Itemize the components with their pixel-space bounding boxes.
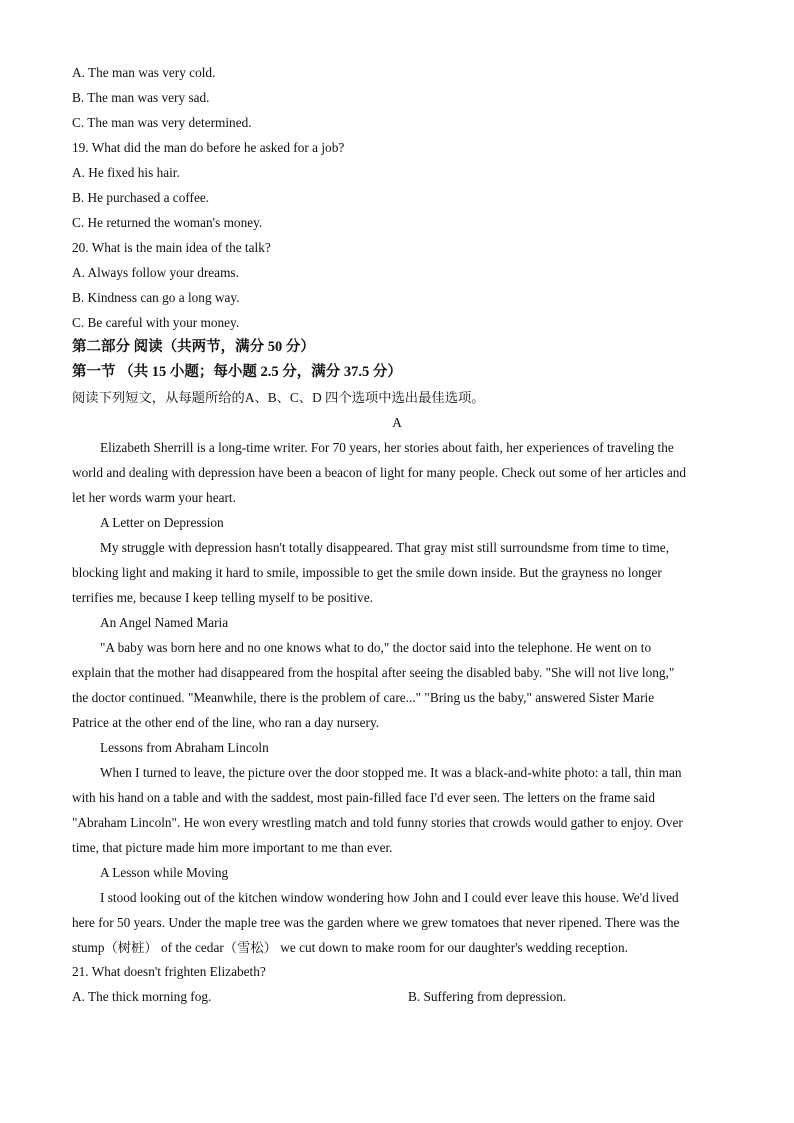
article-line: My struggle with depression hasn't totally disappeared. That gray mist still surroundsme from time to time, [100,540,670,555]
article-line: "A baby was born here and no one knows what to do," the doctor said into the telephone. He went on to [100,640,652,655]
article-line: stump（树桩） of the cedar（雪松） we cut down to make room for our daughter's wedding reception. [72,940,628,955]
article-line: explain that the mother had disappeared from the hospital after seeing the disabled baby. "She will not live long," [72,665,675,680]
instruction-text: 阅读下列短文，从每题所给的A、B、C、D 四个选项中选出最佳选项。 [72,390,485,405]
q20-option-b: B. Kindness can go a long way. [72,290,240,305]
q18-option-c: C. The man was very determined. [72,115,252,130]
q19-option-a: A. He fixed his hair. [72,165,180,180]
article-line: blocking light and making it hard to smile, impossible to get the smile down inside. But the grayness no longer [72,565,662,580]
intro-line: let her words warm your heart. [72,490,236,505]
article-line: the doctor continued. "Meanwhile, there is the problem of care..." "Bring us the baby," answered Sister Marie [72,690,655,705]
article-line: "Abraham Lincoln". He won every wrestling match and told funny stories that crowds would gather to enjoy. Over [72,815,683,830]
q20-question: 20. What is the main idea of the talk? [72,240,271,255]
article-line: Patrice at the other end of the line, who ran a day nursery. [72,715,380,730]
intro-line: Elizabeth Sherrill is a long-time writer. For 70 years, her stories about faith, her experiences of traveling the [100,440,674,455]
q19-question: 19. What did the man do before he asked for a job? [72,140,345,155]
q18-option-a: A. The man was very cold. [72,65,216,80]
article-title: Lessons from Abraham Lincoln [100,740,269,755]
q21-question: 21. What doesn't frighten Elizabeth? [72,964,266,979]
article-title: An Angel Named Maria [100,615,229,630]
q21-option-b: B. Suffering from depression. [408,989,567,1004]
q20-option-a: A. Always follow your dreams. [72,265,239,280]
intro-line: world and dealing with depression have been a beacon of light for many people. Check out some of her articles and [72,465,687,480]
passage-label: A [392,415,402,430]
article-title: A Lesson while Moving [100,865,229,880]
article-line: here for 50 years. Under the maple tree was the garden where we grew tomatoes that never ripened. There was the [72,915,680,930]
article-line: with his hand on a table and with the saddest, most pain-filled face I'd ever seen. The letters on the frame said [72,790,655,805]
q19-option-b: B. He purchased a coffee. [72,190,210,205]
article-line: terrifies me, because I keep telling myself to be positive. [72,590,373,605]
q21-option-a: A. The thick morning fog. [72,989,212,1004]
article-line: When I turned to leave, the picture over the door stopped me. It was a black-and-white photo: a tall, thin man [100,765,682,780]
article-title: A Letter on Depression [100,515,224,530]
q20-option-c: C. Be careful with your money. [72,315,240,330]
part2-heading: 第二部分 阅读（共两节，满分 50 分） [72,339,315,355]
q19-option-c: C. He returned the woman's money. [72,215,263,230]
article-line: I stood looking out of the kitchen window wondering how John and I could ever leave this house. We'd lived [100,890,679,905]
article-line: time, that picture made him more important to me than ever. [72,840,393,855]
section1-heading: 第一节 （共 15 小题；每小题 2.5 分，满分 37.5 分） [72,364,402,380]
q18-option-b: B. The man was very sad. [72,90,210,105]
